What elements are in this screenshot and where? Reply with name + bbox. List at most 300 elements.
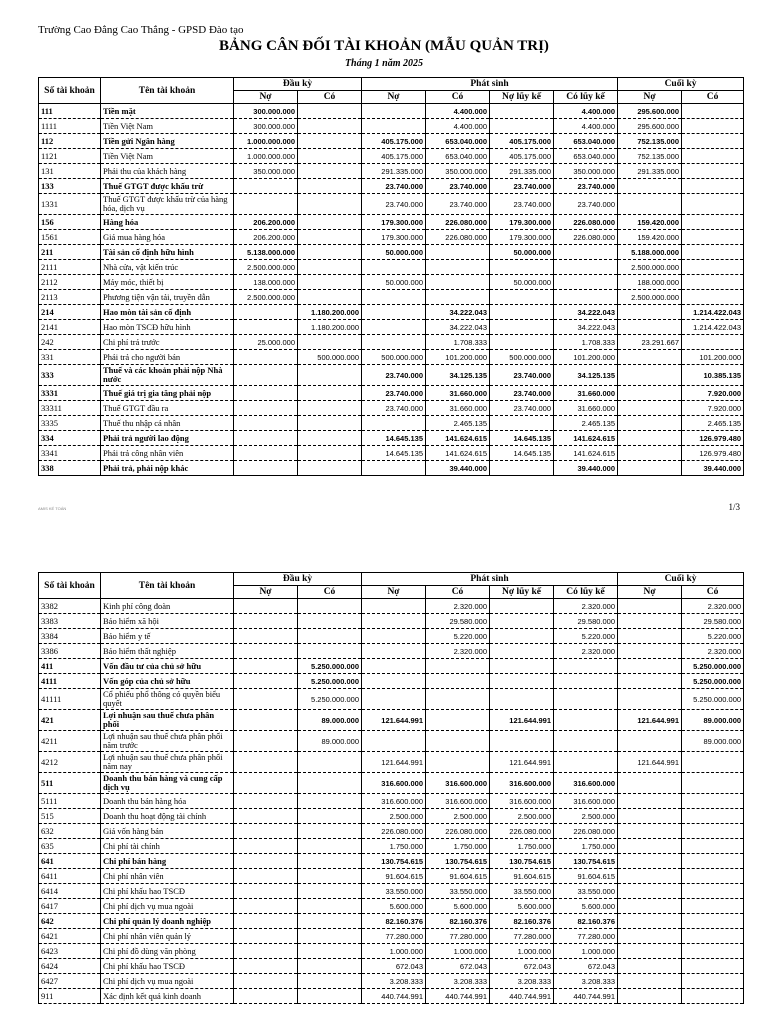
table-row [39,446,744,461]
opening-credit-cell [298,794,362,809]
closing-debit-cell [618,824,682,839]
col-closing-credit: Có [682,91,744,104]
account-code-cell: 911 [39,989,101,1004]
account-name-cell: Lợi nhuận sau thuế chưa phân phối năm nay [101,752,234,773]
col-period-debit: Nợ [362,586,426,599]
opening-debit-cell [234,689,298,710]
account-code-cell: 214 [39,305,101,320]
period-credit-cell: 653.040.000 [426,134,490,149]
account-code-cell: 133 [39,179,101,194]
account-name-cell: Chi phí nhân viên quản lý [101,929,234,944]
period-credit-cell: 226.080.000 [426,824,490,839]
closing-debit-cell [618,869,682,884]
cum-debit-cell: 50.000.000 [490,245,554,260]
account-code-cell: 3331 [39,386,101,401]
opening-debit-cell [234,305,298,320]
closing-debit-cell: 159.420.000 [618,230,682,245]
table-row [39,179,744,194]
col-closing: Cuối kỳ [618,78,744,91]
period-credit-cell [426,752,490,773]
col-period: Phát sinh [362,573,618,586]
opening-credit-cell: 1.180.200.000 [298,320,362,335]
account-name-cell: Bảo hiểm xã hội [101,614,234,629]
cum-debit-cell [490,416,554,431]
closing-credit-cell [682,989,744,1004]
cum-debit-cell: 291.335.000 [490,164,554,179]
opening-debit-cell [234,416,298,431]
cum-credit-cell [554,731,618,752]
cum-debit-cell: 226.080.000 [490,824,554,839]
opening-credit-cell [298,752,362,773]
account-name-cell: Chi phí tài chính [101,839,234,854]
period-debit-cell [362,644,426,659]
opening-credit-cell [298,446,362,461]
account-name-cell: Doanh thu hoạt động tài chính [101,809,234,824]
account-name-cell: Chi phí quản lý doanh nghiệp [101,914,234,929]
period-debit-cell [362,104,426,119]
closing-credit-cell: 5.250.000.000 [682,659,744,674]
opening-credit-cell [298,974,362,989]
cum-credit-cell: 4.400.000 [554,104,618,119]
account-code-cell: 6427 [39,974,101,989]
cum-credit-cell: 77.280.000 [554,929,618,944]
cum-debit-cell [490,599,554,614]
cum-debit-cell: 1.750.000 [490,839,554,854]
opening-debit-cell [234,674,298,689]
opening-credit-cell [298,290,362,305]
table-row [39,773,744,794]
closing-debit-cell [618,929,682,944]
closing-credit-cell [682,899,744,914]
closing-debit-cell [618,914,682,929]
closing-credit-cell: 126.979.480 [682,446,744,461]
cum-debit-cell [490,320,554,335]
closing-debit-cell: 295.600.000 [618,119,682,134]
opening-debit-cell [234,659,298,674]
period-credit-cell: 31.660.000 [426,386,490,401]
col-opening-credit: Có [298,586,362,599]
cum-credit-cell: 226.080.000 [554,215,618,230]
table-row [39,659,744,674]
cum-credit-cell: 29.580.000 [554,614,618,629]
period-debit-cell: 91.604.615 [362,869,426,884]
period-debit-cell: 23.740.000 [362,401,426,416]
opening-credit-cell [298,386,362,401]
period-credit-cell: 34.125.135 [426,365,490,386]
account-name-cell: Doanh thu bán hàng hóa [101,794,234,809]
closing-debit-cell [618,773,682,794]
closing-credit-cell: 1.214.422.043 [682,305,744,320]
account-name-cell: Thuế GTGT đầu ra [101,401,234,416]
period-credit-cell: 4.400.000 [426,104,490,119]
account-name-cell: Doanh thu bán hàng và cung cấp dịch vụ [101,773,234,794]
opening-debit-cell [234,179,298,194]
opening-credit-cell [298,884,362,899]
account-code-cell: 4212 [39,752,101,773]
period-debit-cell: 14.645.135 [362,446,426,461]
cum-debit-cell: 130.754.615 [490,854,554,869]
opening-debit-cell [234,710,298,731]
period-debit-cell: 405.175.000 [362,134,426,149]
table-body-page-1 [39,104,744,476]
closing-debit-cell: 121.644.991 [618,752,682,773]
cum-credit-cell: 226.080.000 [554,824,618,839]
closing-credit-cell [682,215,744,230]
period-credit-cell: 130.754.615 [426,854,490,869]
col-cum-debit: Nợ lũy kế [490,91,554,104]
col-account-name: Tên tài khoản [101,573,234,599]
account-code-cell: 641 [39,854,101,869]
period-credit-cell: 1.750.000 [426,839,490,854]
closing-debit-cell [618,689,682,710]
cum-debit-cell: 179.300.000 [490,215,554,230]
account-name-cell: Chi phí trả trước [101,335,234,350]
account-name-cell: Bảo hiểm thất nghiệp [101,644,234,659]
account-code-cell: 331 [39,350,101,365]
period-credit-cell: 141.624.615 [426,431,490,446]
cum-credit-cell: 31.660.000 [554,401,618,416]
opening-debit-cell: 1.000.000.000 [234,149,298,164]
opening-debit-cell [234,794,298,809]
period-credit-cell: 91.604.615 [426,869,490,884]
account-code-cell: 111 [39,104,101,119]
opening-credit-cell [298,230,362,245]
cum-credit-cell [554,659,618,674]
closing-debit-cell [618,401,682,416]
cum-debit-cell: 316.600.000 [490,794,554,809]
opening-credit-cell [298,416,362,431]
cum-credit-cell: 31.660.000 [554,386,618,401]
period-debit-cell [362,260,426,275]
col-cum-credit: Có lũy kế [554,586,618,599]
opening-credit-cell: 1.180.200.000 [298,305,362,320]
closing-credit-cell [682,335,744,350]
table-row [39,461,744,476]
col-opening: Đầu kỳ [234,573,362,586]
period-credit-cell [426,245,490,260]
closing-credit-cell: 5.250.000.000 [682,674,744,689]
account-name-cell: Tiền mặt [101,104,234,119]
cum-credit-cell: 91.604.615 [554,869,618,884]
period-credit-cell: 5.220.000 [426,629,490,644]
opening-credit-cell [298,854,362,869]
opening-debit-cell: 2.500.000.000 [234,290,298,305]
table-row [39,401,744,416]
period-credit-cell: 141.624.615 [426,446,490,461]
opening-debit-cell [234,431,298,446]
period-credit-cell: 440.744.991 [426,989,490,1004]
opening-debit-cell [234,854,298,869]
account-code-cell: 4111 [39,674,101,689]
col-account-name: Tên tài khoản [101,78,234,104]
period-debit-cell: 23.740.000 [362,386,426,401]
period-debit-cell: 23.740.000 [362,365,426,386]
period-credit-cell: 2.465.135 [426,416,490,431]
closing-debit-cell [618,884,682,899]
opening-credit-cell [298,335,362,350]
cum-debit-cell [490,629,554,644]
period-debit-cell: 5.600.000 [362,899,426,914]
table-row [39,320,744,335]
table-row [39,794,744,809]
cum-debit-cell: 672.043 [490,959,554,974]
cum-debit-cell: 2.500.000 [490,809,554,824]
cum-debit-cell: 23.740.000 [490,365,554,386]
period-credit-cell: 2.320.000 [426,599,490,614]
opening-debit-cell [234,773,298,794]
opening-credit-cell [298,929,362,944]
account-code-cell: 112 [39,134,101,149]
account-code-cell: 3384 [39,629,101,644]
table-row [39,884,744,899]
account-code-cell: 211 [39,245,101,260]
closing-credit-cell: 2.465.135 [682,416,744,431]
account-name-cell: Phải trả cho người bán [101,350,234,365]
cum-credit-cell: 34.222.043 [554,305,618,320]
opening-credit-cell: 500.000.000 [298,350,362,365]
closing-credit-cell: 7.920.000 [682,401,744,416]
opening-debit-cell: 300.000.000 [234,119,298,134]
table-row [39,215,744,230]
cum-credit-cell [554,290,618,305]
period-debit-cell: 405.175.000 [362,149,426,164]
period-debit-cell: 23.740.000 [362,194,426,215]
period-credit-cell: 77.280.000 [426,929,490,944]
table-row [39,854,744,869]
col-closing-debit: Nợ [618,91,682,104]
account-code-cell: 6424 [39,959,101,974]
col-opening-credit: Có [298,91,362,104]
period-debit-cell [362,614,426,629]
page-separator [0,516,768,530]
closing-credit-cell: 5.250.000.000 [682,689,744,710]
opening-credit-cell [298,401,362,416]
account-code-cell: 632 [39,824,101,839]
account-code-cell: 6421 [39,929,101,944]
period-debit-cell [362,731,426,752]
opening-debit-cell [234,365,298,386]
cum-credit-cell [554,260,618,275]
col-period: Phát sinh [362,78,618,91]
account-name-cell: Thuế và các khoản phải nộp Nhà nước [101,365,234,386]
closing-credit-cell [682,230,744,245]
period-debit-cell: 50.000.000 [362,275,426,290]
closing-credit-cell [682,245,744,260]
opening-credit-cell [298,899,362,914]
cum-credit-cell: 141.624.615 [554,431,618,446]
closing-debit-cell [618,944,682,959]
closing-credit-cell [682,194,744,215]
account-name-cell: Xác định kết quả kinh doanh [101,989,234,1004]
cum-credit-cell: 23.740.000 [554,179,618,194]
account-code-cell: 411 [39,659,101,674]
period-credit-cell [426,710,490,731]
period-credit-cell [426,659,490,674]
account-name-cell: Tiền gửi Ngân hàng [101,134,234,149]
account-name-cell: Chi phí dịch vụ mua ngoài [101,899,234,914]
opening-credit-cell [298,839,362,854]
opening-debit-cell [234,974,298,989]
account-name-cell: Chi phí nhân viên [101,869,234,884]
closing-debit-cell [618,974,682,989]
account-name-cell: Phải trả công nhân viên [101,446,234,461]
opening-credit-cell [298,989,362,1004]
opening-debit-cell [234,869,298,884]
cum-debit-cell: 316.600.000 [490,773,554,794]
closing-credit-cell: 89.000.000 [682,710,744,731]
period-debit-cell: 121.644.991 [362,710,426,731]
period-credit-cell: 316.600.000 [426,773,490,794]
period-debit-cell: 50.000.000 [362,245,426,260]
period-credit-cell: 31.660.000 [426,401,490,416]
period-debit-cell [362,689,426,710]
account-name-cell: Chi phí đồ dùng văn phòng [101,944,234,959]
closing-debit-cell [618,899,682,914]
period-debit-cell: 130.754.615 [362,854,426,869]
account-name-cell: Giá mua hàng hóa [101,230,234,245]
cum-credit-cell: 1.750.000 [554,839,618,854]
closing-credit-cell [682,824,744,839]
opening-debit-cell [234,194,298,215]
closing-credit-cell [682,974,744,989]
opening-debit-cell [234,824,298,839]
period-credit-cell: 23.740.000 [426,194,490,215]
period-credit-cell [426,260,490,275]
opening-debit-cell [234,461,298,476]
closing-credit-cell: 5.220.000 [682,629,744,644]
cum-credit-cell [554,710,618,731]
period-credit-cell [426,689,490,710]
table-row [39,275,744,290]
table-row [39,959,744,974]
closing-debit-cell [618,365,682,386]
period-debit-cell: 1.000.000 [362,944,426,959]
cum-debit-cell [490,689,554,710]
closing-credit-cell [682,164,744,179]
period-debit-cell [362,305,426,320]
table-row [39,914,744,929]
table-row [39,629,744,644]
col-cum-credit: Có lũy kế [554,91,618,104]
account-code-cell: 515 [39,809,101,824]
account-code-cell: 6417 [39,899,101,914]
period-debit-cell: 2.500.000 [362,809,426,824]
closing-debit-cell [618,731,682,752]
cum-credit-cell: 3.208.333 [554,974,618,989]
col-closing-debit: Nợ [618,586,682,599]
period-debit-cell: 179.300.000 [362,230,426,245]
account-name-cell: Máy móc, thiết bị [101,275,234,290]
table-row [39,989,744,1004]
cum-debit-cell [490,335,554,350]
cum-credit-cell: 2.500.000 [554,809,618,824]
cum-debit-cell: 500.000.000 [490,350,554,365]
account-name-cell: Bảo hiểm y tế [101,629,234,644]
period-debit-cell: 440.744.991 [362,989,426,1004]
period-credit-cell [426,290,490,305]
opening-debit-cell [234,614,298,629]
opening-credit-cell: 89.000.000 [298,710,362,731]
closing-credit-cell [682,773,744,794]
period-credit-cell: 672.043 [426,959,490,974]
table-row [39,869,744,884]
account-name-cell: Tiền Việt Nam [101,119,234,134]
closing-credit-cell [682,884,744,899]
opening-credit-cell [298,824,362,839]
account-code-cell: 1111 [39,119,101,134]
cum-credit-cell: 350.000.000 [554,164,618,179]
cum-credit-cell: 2.320.000 [554,599,618,614]
cum-credit-cell: 653.040.000 [554,149,618,164]
closing-credit-cell [682,179,744,194]
table-row [39,752,744,773]
account-code-cell: 6414 [39,884,101,899]
period-credit-cell: 39.440.000 [426,461,490,476]
account-name-cell: Chi phí khấu hao TSCĐ [101,884,234,899]
period-debit-cell [362,335,426,350]
account-name-cell: Phải thu của khách hàng [101,164,234,179]
opening-debit-cell [234,884,298,899]
col-closing: Cuối kỳ [618,573,744,586]
cum-credit-cell [554,245,618,260]
cum-debit-cell: 14.645.135 [490,446,554,461]
opening-debit-cell: 350.000.000 [234,164,298,179]
closing-credit-cell [682,752,744,773]
period-credit-cell: 2.320.000 [426,644,490,659]
account-code-cell: 33311 [39,401,101,416]
table-row [39,119,744,134]
closing-credit-cell: 29.580.000 [682,614,744,629]
cum-credit-cell: 672.043 [554,959,618,974]
period-credit-cell: 34.222.043 [426,320,490,335]
account-name-cell: Nhà cửa, vật kiến trúc [101,260,234,275]
account-code-cell: 635 [39,839,101,854]
period-debit-cell: 121.644.991 [362,752,426,773]
cum-debit-cell: 23.740.000 [490,194,554,215]
period-debit-cell: 23.740.000 [362,179,426,194]
closing-credit-cell: 2.320.000 [682,599,744,614]
period-debit-cell: 77.280.000 [362,929,426,944]
period-credit-cell: 23.740.000 [426,179,490,194]
footer-brand: AMIS KẾ TOÁN [38,506,67,511]
closing-debit-cell [618,809,682,824]
opening-debit-cell: 2.500.000.000 [234,260,298,275]
opening-debit-cell: 206.200.000 [234,215,298,230]
account-name-cell: Cổ phiếu phổ thông có quyền biểu quyết [101,689,234,710]
table-row [39,974,744,989]
period-debit-cell: 33.550.000 [362,884,426,899]
period-credit-cell: 4.400.000 [426,119,490,134]
account-code-cell: 333 [39,365,101,386]
opening-debit-cell: 300.000.000 [234,104,298,119]
opening-credit-cell [298,914,362,929]
cum-debit-cell: 91.604.615 [490,869,554,884]
account-name-cell: Phương tiện vận tải, truyền dẫn [101,290,234,305]
cum-debit-cell: 5.600.000 [490,899,554,914]
account-code-cell: 421 [39,710,101,731]
cum-credit-cell [554,674,618,689]
cum-credit-cell: 1.708.333 [554,335,618,350]
table-row [39,260,744,275]
period-credit-cell: 33.550.000 [426,884,490,899]
opening-debit-cell: 25.000.000 [234,335,298,350]
report-page-2 [0,530,768,1024]
closing-debit-cell [618,461,682,476]
opening-debit-cell [234,320,298,335]
closing-debit-cell [618,431,682,446]
table-row [39,431,744,446]
table-row [39,416,744,431]
